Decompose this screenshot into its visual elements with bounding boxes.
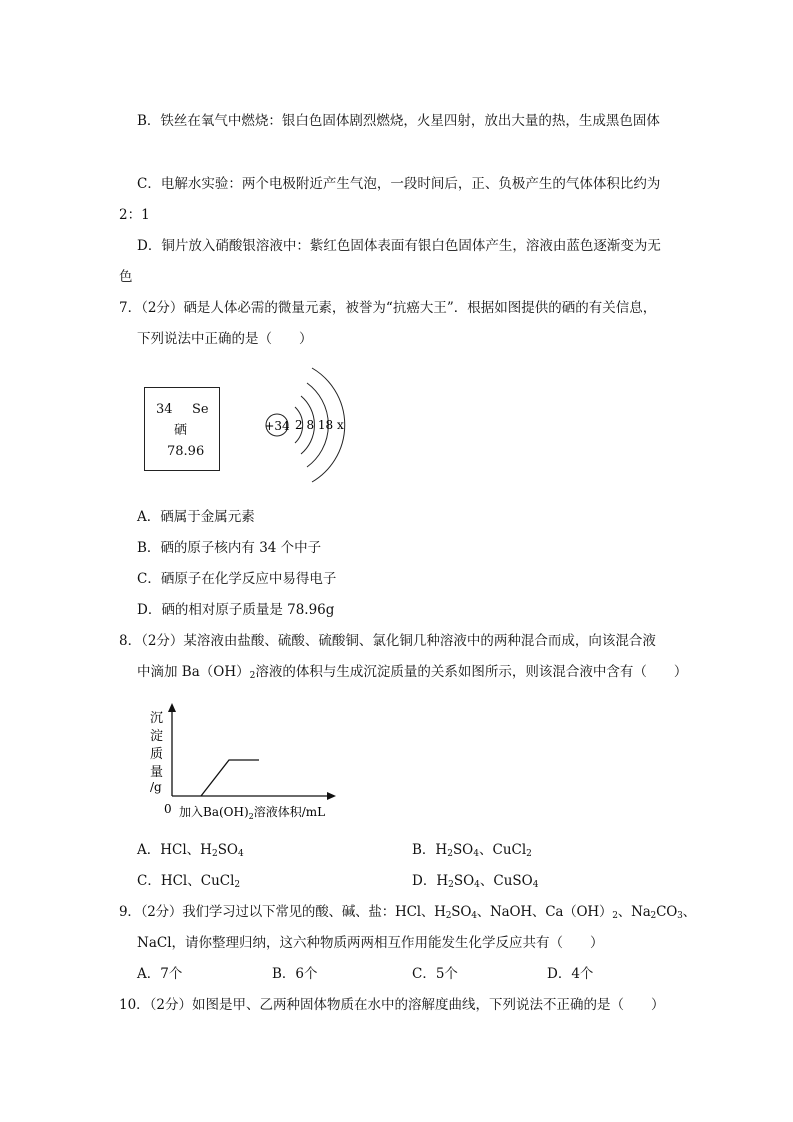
q9-stem-line1: 9．（2分）我们学习过以下常见的酸、碱、盐：HCl、$H_2SO_4$、NaOH、$Ca(OH)_2$、$Na_2CO_3$、 xyxy=(119,904,696,921)
q7-stem-line1: 7．（2分）硒是人体必需的微量元素，被誉为“抗癌大王”．根据如图提供的硒的有关信息， xyxy=(119,300,657,316)
y-axis-arrow xyxy=(168,703,176,712)
q9-option-d: D．4个 xyxy=(547,966,594,982)
q6-option-c-line1: C．电解水实验：两个电极附近产生气泡，一段时间后，正、负极产生的气体体积比约为 xyxy=(137,176,661,192)
x-axis-label: 加入$Ba(OH)_2$溶液体积/mL xyxy=(179,805,326,821)
periodic-table-cell xyxy=(144,387,220,471)
origin-label: 0 xyxy=(164,802,172,816)
q8-option-a: A．HCl、$H_2SO_4$ xyxy=(137,842,244,859)
nucleus-charge: +34 xyxy=(264,419,290,433)
q8-stem-line2: 中滴加 $Ba(OH)_2$溶液的体积与生成沉淀质量的关系如图所示，则该混合液中含有（ ） xyxy=(137,664,688,681)
element-name: 硒 xyxy=(174,423,188,438)
atomic-mass: 78.96 xyxy=(167,444,205,459)
q6-option-c-line2: 2：1 xyxy=(119,207,150,223)
q8-option-b: B．$H_2SO_4$、CuCl$_2$ xyxy=(412,842,532,859)
q6-option-b: B．铁丝在氧气中燃烧：银白色固体剧烈燃烧，火星四射，放出大量的热，生成黑色固体 xyxy=(137,113,660,129)
element-symbol: Se xyxy=(192,402,209,417)
q6-option-d-line1: D．铜片放入硝酸银溶液中：紫红色固体表面有银白色固体产生，溶液由蓝色逐渐变为无 xyxy=(137,238,661,254)
q9-option-b: B．6个 xyxy=(272,966,318,982)
q8-option-c: C．HCl、CuCl$_2$ xyxy=(137,873,241,890)
graph-curve xyxy=(201,760,259,796)
q8-option-d: D．$H_2SO_4$、CuSO$_4$ xyxy=(412,873,539,890)
q7-option-b: B．硒的原子核内有 34 个中子 xyxy=(137,540,322,556)
y-label-char-1: 沉 xyxy=(150,711,164,726)
q9-option-a: A．7个 xyxy=(137,966,183,982)
y-label-char-3: 质 xyxy=(150,747,164,762)
q7-option-d: D．硒的相对原子质量是 78.96g xyxy=(137,602,335,618)
q7-stem-line2: 下列说法中正确的是（ ） xyxy=(137,331,313,347)
q6-option-d-line2: 色 xyxy=(119,269,133,285)
precipitate-graph xyxy=(145,700,345,825)
x-axis-arrow xyxy=(327,792,336,800)
atomic-number: 34 xyxy=(156,402,173,417)
atomic-structure-diagram xyxy=(255,360,365,490)
q10-stem: 10．（2分）如图是甲、乙两种固体物质在水中的溶解度曲线，下列说法不正确的是（ ） xyxy=(119,997,665,1013)
y-label-unit: /g xyxy=(150,780,162,794)
q7-option-a: A．硒属于金属元素 xyxy=(137,509,255,525)
q9-option-c: C．5个 xyxy=(412,966,458,982)
electron-config: 2 8 18 x xyxy=(295,418,344,432)
y-label-char-2: 淀 xyxy=(150,729,164,744)
q9-stem-line2: NaCl，请你整理归纳，这六种物质两两相互作用能发生化学反应共有（ ） xyxy=(137,935,604,951)
q7-option-c: C．硒原子在化学反应中易得电子 xyxy=(137,571,337,587)
q8-stem-line1: 8．（2分）某溶液由盐酸、硫酸、硫酸铜、氯化铜几种溶液中的两种混合而成，向该混合液 xyxy=(119,633,656,649)
y-label-char-4: 量 xyxy=(150,765,164,780)
